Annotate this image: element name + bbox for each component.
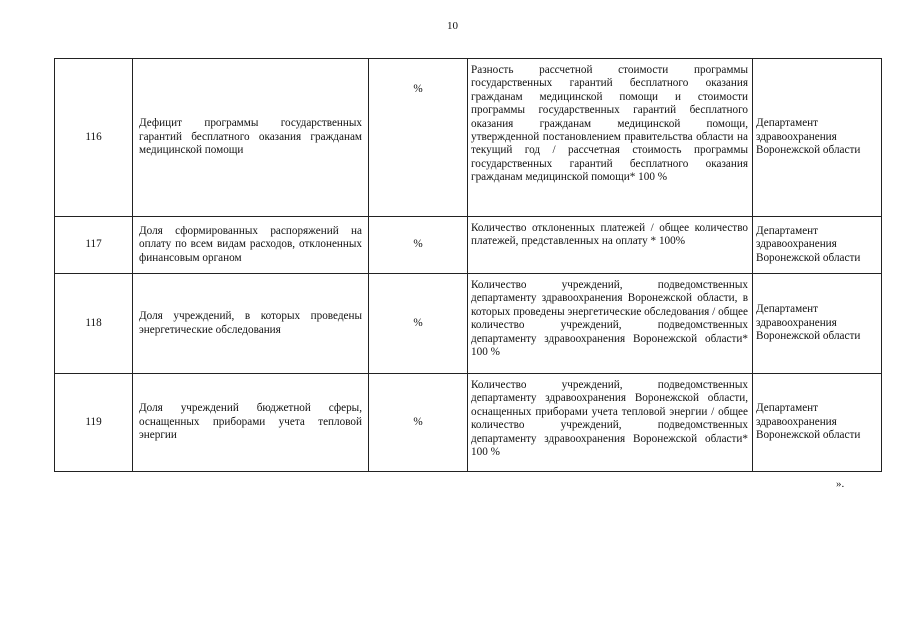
responsible-department: Департамент здравоохранения Воронежской области bbox=[753, 274, 882, 374]
row-number: 119 bbox=[55, 374, 133, 472]
calculation-method: Количество учреждений, подведомственных департаменту здравоохранения Воронежской области, оснащенных приборами учета тепловой энергии / общее количество учреждений, подведомственных департаменту здравоохранения Воронежской области* 100 % bbox=[468, 374, 753, 472]
table-row bbox=[55, 274, 882, 374]
indicator-name: Доля сформированных распоряжений на оплату по всем видам расходов, отклоненных финансовым органом bbox=[133, 217, 369, 274]
unit-of-measure: % bbox=[369, 274, 468, 374]
unit-of-measure: % bbox=[369, 217, 468, 274]
table-row bbox=[55, 217, 882, 274]
page-number: 10 bbox=[447, 20, 458, 32]
unit-of-measure: % bbox=[369, 59, 468, 217]
table-row bbox=[55, 374, 882, 472]
indicator-name: Доля учреждений бюджетной сферы, оснащенных приборами учета тепловой энергии bbox=[133, 374, 369, 472]
indicators-table bbox=[54, 58, 882, 472]
calculation-method: Разность рассчетной стоимости программы государственных гарантий бесплатного оказания гражданам медицинской помощи и стоимости программы государственных гарантий бесплатного оказания гражданам медицинской помощи, утвержденной постановлением правительства области на текущий год / рассчетная стоимость программы государственных гарантий бесплатного оказания гражданам медицинской помощи* 100 % bbox=[468, 59, 753, 217]
responsible-department: Департамент здравоохранения Воронежской области bbox=[753, 217, 882, 274]
closing-quote-mark: ». bbox=[836, 478, 845, 490]
table-row bbox=[55, 59, 882, 217]
calculation-method: Количество отклоненных платежей / общее количество платежей, представленных на оплату * 100% bbox=[468, 217, 753, 274]
row-number: 118 bbox=[55, 274, 133, 374]
indicator-name: Доля учреждений, в которых проведены энергетические обследования bbox=[133, 274, 369, 374]
responsible-department: Департамент здравоохранения Воронежской области bbox=[753, 59, 882, 217]
responsible-department: Департамент здравоохранения Воронежской области bbox=[753, 374, 882, 472]
calculation-method: Количество учреждений, подведомственных департаменту здравоохранения Воронежской области, в которых проведены энергетические обследования / общее количество учреждений, подведомственных департаменту здравоохранения Воронежской области* 100 % bbox=[468, 274, 753, 374]
indicator-name: Дефицит программы государственных гарантий бесплатного оказания гражданам медицинской помощи bbox=[133, 59, 369, 217]
unit-of-measure: % bbox=[369, 374, 468, 472]
row-number: 116 bbox=[55, 59, 133, 217]
row-number: 117 bbox=[55, 217, 133, 274]
